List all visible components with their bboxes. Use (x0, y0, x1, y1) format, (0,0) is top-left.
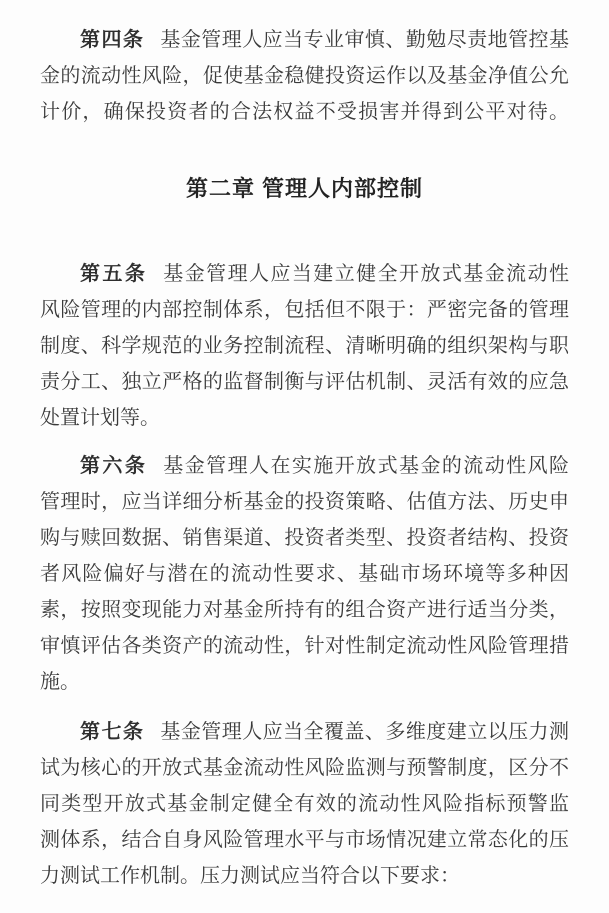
article-4-text: 基金管理人应当专业审慎、勤勉尽责地管控基 (160, 29, 569, 51)
chapter-2-heading: 第二章 管理人内部控制 (185, 176, 424, 201)
article-6-paragraph (40, 448, 569, 700)
article-7-label: 第七条 (80, 721, 145, 743)
article-7-paragraph (40, 714, 569, 894)
article-6-text: 基金管理人在实施开放式基金的流动性风险 (163, 455, 569, 477)
text-line: 同类型开放式基金制定健全有效的流动性风险指标预警监 (40, 793, 569, 815)
text-line: 者风险偏好与潜在的流动性要求、基础市场环境等多种因 (40, 563, 569, 585)
text-line: 金的流动性风险，促使基金稳健投资运作以及基金净值公允 (40, 65, 569, 87)
text-line (40, 22, 569, 58)
article-5-paragraph (40, 256, 569, 436)
text-line: 计价，确保投资者的合法权益不受损害并得到公平对待。 (40, 101, 569, 123)
text-line (40, 448, 569, 484)
text-line: 制度、科学规范的业务控制流程、清晰明确的组织架构与职 (40, 335, 569, 357)
article-6-label: 第六条 (80, 455, 148, 477)
article-4-paragraph (40, 22, 569, 130)
text-line (40, 256, 569, 292)
text-line: 处置计划等。 (40, 407, 160, 429)
text-line: 素，按照变现能力对基金所持有的组合资产进行适当分类， (40, 599, 569, 621)
text-line: 风险管理的内部控制体系，包括但不限于：严密完备的管理 (40, 299, 569, 321)
text-line: 管理时，应当详细分析基金的投资策略、估值方法、历史申 (40, 491, 569, 513)
article-7-text: 基金管理人应当全覆盖、多维度建立以压力测 (160, 721, 569, 743)
article-5-text: 基金管理人应当建立健全开放式基金流动性 (163, 263, 569, 285)
text-line: 力测试工作机制。压力测试应当符合以下要求： (40, 865, 460, 887)
text-line: 责分工、独立严格的监督制衡与评估机制、灵活有效的应急 (40, 371, 569, 393)
text-line: 购与赎回数据、销售渠道、投资者类型、投资者结构、投资 (40, 527, 569, 549)
text-line: 施。 (40, 671, 80, 693)
article-4-label: 第四条 (80, 29, 145, 51)
text-line: 测体系，结合自身风险管理水平与市场情况建立常态化的压 (40, 829, 569, 851)
text-line: 试为核心的开放式基金流动性风险监测与预警制度，区分不 (40, 757, 569, 779)
text-line: 审慎评估各类资产的流动性，针对性制定流动性风险管理措 (40, 635, 569, 657)
article-5-label: 第五条 (80, 263, 148, 285)
text-line (40, 714, 569, 750)
